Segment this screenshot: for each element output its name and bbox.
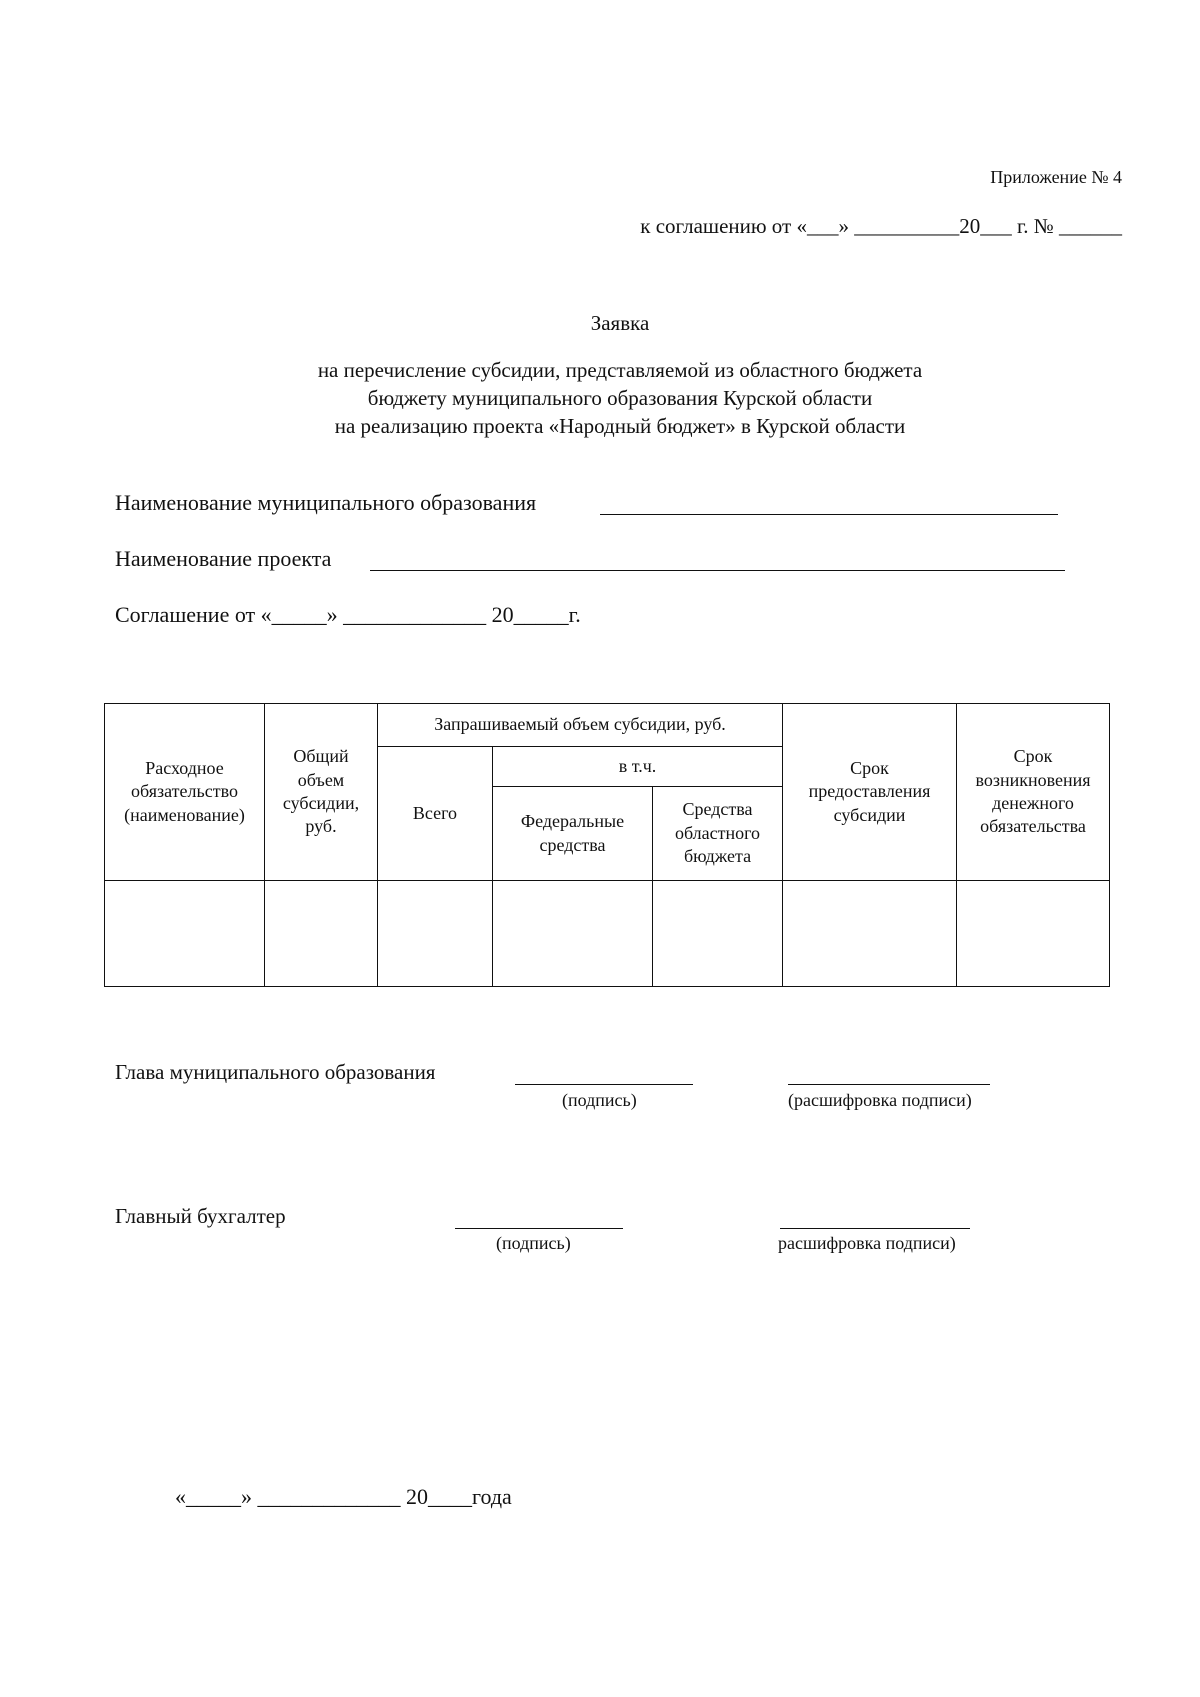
cell-term-obligation[interactable] [957, 881, 1110, 987]
cell-obligation[interactable] [105, 881, 265, 987]
project-label: Наименование проекта [115, 546, 332, 571]
accountant-decoding-caption: расшифровка подписи) [778, 1233, 956, 1253]
header-including: в т.ч. [493, 747, 783, 787]
agreement-reference: к соглашению от «___» __________20___ г. № ______ [640, 214, 1122, 238]
header-federal-funds: Федеральные средства [493, 787, 653, 881]
head-signature-line[interactable] [515, 1084, 693, 1085]
cell-regional[interactable] [653, 881, 783, 987]
footer-date-line: «_____» _____________ 20____года [175, 1484, 512, 1509]
header-obligation: Расходное обязательство (наименование) [105, 704, 265, 881]
municipality-input-line[interactable] [600, 514, 1058, 515]
cell-total-subsidy[interactable] [265, 881, 378, 987]
header-total: Всего [378, 747, 493, 881]
head-signature-caption: (подпись) [562, 1090, 637, 1110]
header-regional-funds: Средства областного бюджета [653, 787, 783, 881]
title-line-1: на перечисление субсидии, представляемой из областного бюджета [317, 358, 923, 382]
municipality-label: Наименование муниципального образования [115, 490, 537, 515]
agreement-date-label: Соглашение от «_____» _____________ 20_____г. [115, 602, 581, 627]
accountant-decoding-line[interactable] [780, 1228, 970, 1229]
title-line-2: бюджету муниципального образования Курской области [367, 386, 873, 410]
header-term-obligation: Срок возникновения денежного обязательства [957, 704, 1110, 881]
project-input-line[interactable] [370, 570, 1065, 571]
header-requested-subsidy: Запрашиваемый объем субсидии, руб. [378, 704, 783, 747]
header-term-provision: Срок предоставления субсидии [783, 704, 957, 881]
head-label: Глава муниципального образования [115, 1060, 436, 1084]
subsidy-request-table [104, 703, 1110, 987]
head-decoding-caption: (расшифровка подписи) [788, 1090, 972, 1110]
accountant-label: Главный бухгалтер [115, 1204, 286, 1228]
cell-term-provision[interactable] [783, 881, 957, 987]
header-total-subsidy: Общий объем субсидии, руб. [265, 704, 378, 881]
cell-federal[interactable] [493, 881, 653, 987]
appendix-number: Приложение № 4 [990, 167, 1122, 187]
title-line-3: на реализацию проекта «Народный бюджет» в Курской области [334, 414, 906, 438]
accountant-signature-caption: (подпись) [496, 1233, 571, 1253]
document-title: Заявка [590, 311, 650, 335]
table-row [105, 881, 1110, 987]
cell-total[interactable] [378, 881, 493, 987]
accountant-signature-line[interactable] [455, 1228, 623, 1229]
head-decoding-line[interactable] [788, 1084, 990, 1085]
